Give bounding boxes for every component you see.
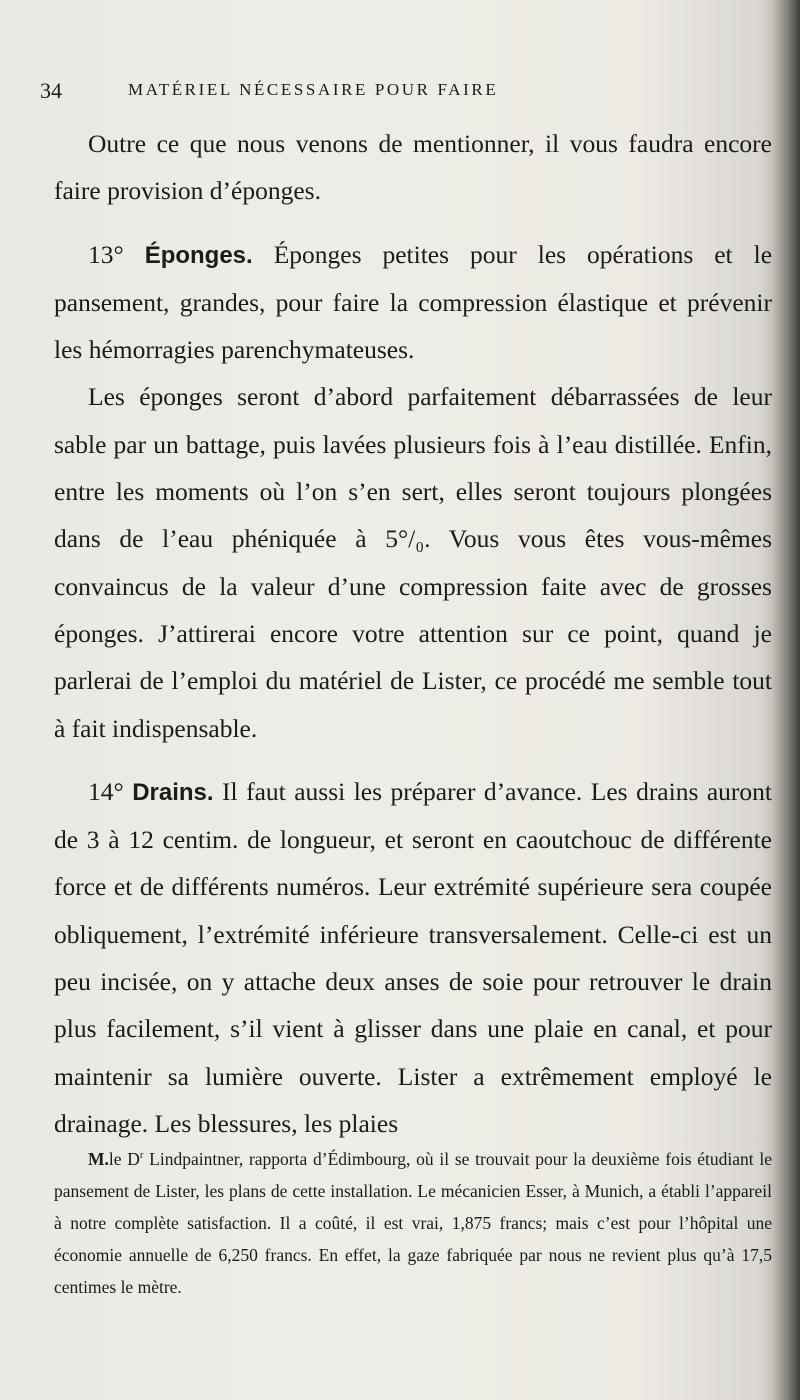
body-text — [54, 120, 772, 1147]
footnote-lead: M. — [88, 1149, 109, 1169]
item-heading-eponges: Éponges. — [144, 241, 253, 269]
footnote — [54, 1143, 772, 1303]
item-text: Éponges petites pour les opérations et le pansement, grandes, pour faire la compression élastique et prévenir les hémorragies parenchymateuses. — [54, 239, 773, 365]
footnote-superscript: r — [139, 1150, 144, 1162]
item-heading-drains: Drains. — [132, 778, 214, 806]
item-text: Il faut aussi les préparer d’avance. Les drains auront de 3 à 12 centim. de longueur, et seront en caoutchouc de différente force et de différents numéros. Leur extrémité supérieure sera coupée obliquement, l’extrémité inférieure transversalement. Celle-ci est un peu incisée, on y attache deux anses de soie pour retrouver le drain plus facilement, s’il vient à glisser dans une plaie en canal, et pour maintenir sa lumière ouverte. Lister a extrêmement employé le drainage. Les blessures, les plaies — [54, 776, 773, 1138]
footnote-paragraph — [54, 1143, 772, 1303]
page-number: 34 — [40, 78, 62, 103]
paragraph-drains — [54, 768, 772, 1147]
paragraph-sponges — [54, 231, 772, 374]
item-number: 14° — [88, 776, 124, 806]
paragraph-sponges-cleaning: Les éponges seront d’abord parfaitement débarrassées de leur sable par un battage, puis lavées plusieurs fois à l’eau distillée. Enfin, entre les moments où l’on s’en sert, elles seront toujours plongées dans de l’eau phéniquée à 5°/₀. Vous vous êtes vous-mêmes convaincus de la valeur d’une compression faite avec de grosses éponges. J’attirerai encore votre attention sur ce point, quand je parlerai de l’emploi du matériel de Lister, ce procédé me semble tout à fait indispensable. — [54, 382, 772, 743]
item-number: 13° — [88, 239, 124, 269]
page-edge-shadow — [772, 0, 800, 1400]
footnote-prefix: le D — [108, 1149, 140, 1169]
footnote-text: Lindpaintner, rapporta d’Édimbourg, où il se trouvait pour la deuxième fois étudiant le pansement de Lister, les plans de cette installation. Le mécanicien Esser, à Munich, a établi l’appareil à notre complète satisfaction. Il a coûté, il est vrai, 1,875 francs; mais c’est pour l’hôpital une économie annuelle de 6,250 francs. En effet, la gaze fabriquée par nous ne revient plus qu’à 17,5 centimes le mètre. — [54, 1149, 772, 1297]
running-head: MATÉRIEL NÉCESSAIRE POUR FAIRE — [128, 80, 499, 99]
paragraph-intro: Outre ce que nous venons de mentionner, il vous faudra encore faire provision d’éponges. — [54, 129, 772, 206]
